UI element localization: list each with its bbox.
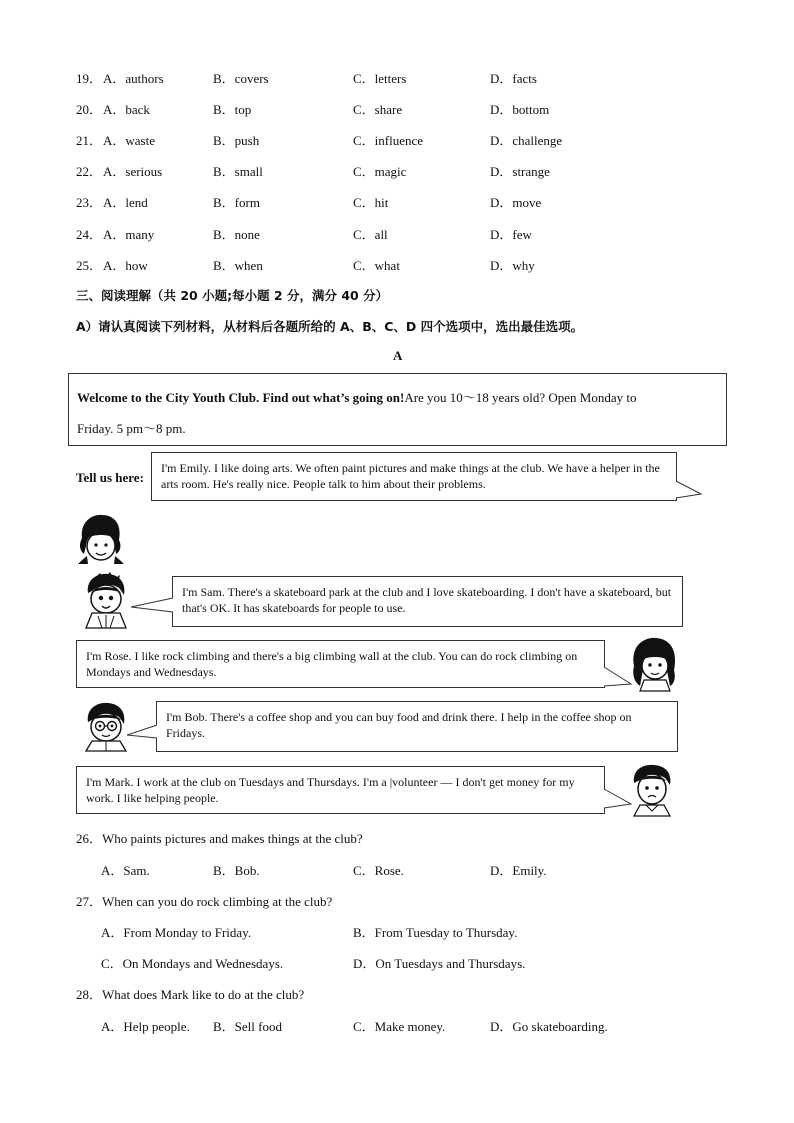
option-a[interactable]: A．lend bbox=[103, 195, 148, 210]
question-number: 19． bbox=[76, 71, 103, 86]
question-number: 23． bbox=[76, 195, 103, 210]
option-row bbox=[76, 99, 716, 117]
q27-option-d[interactable]: D．On Tuesdays and Thursdays. bbox=[353, 956, 526, 971]
option-d[interactable]: D．strange bbox=[490, 164, 550, 179]
question-number: 22． bbox=[76, 164, 103, 179]
question-28-stem: 28．What does Mark like to do at the club? bbox=[76, 987, 305, 1002]
option-b[interactable]: B．covers bbox=[213, 71, 269, 86]
question-number: 21． bbox=[76, 133, 103, 148]
q28-option-d[interactable]: D．Go skateboarding. bbox=[490, 1019, 608, 1034]
option-b[interactable]: B．when bbox=[213, 258, 263, 273]
option-a[interactable]: A．waste bbox=[103, 133, 155, 148]
intro-box bbox=[68, 373, 727, 446]
question-27-stem: 27．When can you do rock climbing at the club? bbox=[76, 894, 333, 909]
bubble-tail bbox=[130, 596, 174, 616]
sam-avatar bbox=[80, 571, 132, 629]
q28-option-b[interactable]: B．Sell food bbox=[213, 1019, 282, 1034]
question-26-stem: 26．Who paints pictures and makes things at the club? bbox=[76, 831, 363, 846]
rose-speech-bubble: I'm Rose. I like rock climbing and there's a big climbing wall at the club. You can do rock climbing on Mondays and Wednesdays. bbox=[76, 640, 605, 688]
q26-option-c[interactable]: C．Rose. bbox=[353, 863, 404, 878]
q27-option-b[interactable]: B．From Tuesday to Thursday. bbox=[353, 925, 518, 940]
option-c[interactable]: C．hit bbox=[353, 195, 389, 210]
intro-heading: Welcome to the City Youth Club. Find out what’s going on! bbox=[77, 390, 405, 405]
option-row bbox=[76, 68, 716, 86]
intro-line-2: Friday. 5 pm～8 pm. bbox=[77, 421, 186, 436]
option-b[interactable]: B．none bbox=[213, 227, 260, 242]
option-c[interactable]: C．influence bbox=[353, 133, 424, 148]
option-a[interactable]: A．back bbox=[103, 102, 150, 117]
option-c[interactable]: C．share bbox=[353, 102, 403, 117]
option-row bbox=[76, 224, 716, 242]
intro-text: Are you 10～18 years old? Open Monday to bbox=[404, 390, 637, 405]
option-row bbox=[76, 130, 716, 148]
option-d[interactable]: D．few bbox=[490, 227, 532, 242]
option-row bbox=[76, 192, 716, 210]
bob-avatar bbox=[80, 700, 132, 752]
option-b[interactable]: B．form bbox=[213, 195, 260, 210]
section-title: 三、阅读理解（共 20 小题;每小题 2 分，满分 40 分） bbox=[76, 288, 389, 303]
option-d[interactable]: D．why bbox=[490, 258, 535, 273]
emily-speech-bubble: I'm Emily. I like doing arts. We often paint pictures and make things at the club. We have a helper in the arts room. He's really nice. People talk to him about their problems. bbox=[151, 452, 677, 501]
option-d[interactable]: D．move bbox=[490, 195, 542, 210]
option-a[interactable]: A．serious bbox=[103, 164, 163, 179]
sam-speech-bubble: I'm Sam. There's a skateboard park at the club and I love skateboarding. I don't have a skateboard, but that's OK. It has skateboards for people to use. bbox=[172, 576, 683, 627]
bubble-tail bbox=[675, 478, 703, 500]
instruction: A）请认真阅读下列材料，从材料后各题所给的 A、B、C、D 四个选项中，选出最佳选项。 bbox=[76, 319, 584, 334]
question-number: 24． bbox=[76, 227, 103, 242]
passage-label: A bbox=[393, 348, 403, 363]
bubble-tail bbox=[126, 722, 158, 742]
option-row bbox=[76, 255, 716, 273]
option-d[interactable]: D．facts bbox=[490, 71, 537, 86]
question-number: 25． bbox=[76, 258, 103, 273]
tell-us-label: Tell us here: bbox=[76, 470, 144, 485]
emily-avatar bbox=[74, 512, 126, 564]
q28-option-c[interactable]: C．Make money. bbox=[353, 1019, 446, 1034]
option-d[interactable]: D．challenge bbox=[490, 133, 563, 148]
question-number: 20． bbox=[76, 102, 103, 117]
option-b[interactable]: B．small bbox=[213, 164, 263, 179]
q27-option-a[interactable]: A．From Monday to Friday. bbox=[101, 925, 252, 940]
q28-option-a[interactable]: A．Help people. bbox=[101, 1019, 190, 1034]
option-b[interactable]: B．push bbox=[213, 133, 260, 148]
intro-line-1 bbox=[77, 387, 636, 406]
option-c[interactable]: C．letters bbox=[353, 71, 407, 86]
option-row bbox=[76, 161, 716, 179]
q27-option-c[interactable]: C．On Mondays and Wednesdays. bbox=[101, 956, 284, 971]
q26-option-b[interactable]: B．Bob. bbox=[213, 863, 260, 878]
option-a[interactable]: A．how bbox=[103, 258, 148, 273]
bob-speech-bubble: I'm Bob. There's a coffee shop and you can buy food and drink there. I help in the coffee shop on Fridays. bbox=[156, 701, 678, 752]
q26-option-d[interactable]: D．Emily. bbox=[490, 863, 547, 878]
option-c[interactable]: C．all bbox=[353, 227, 388, 242]
option-a[interactable]: A．authors bbox=[103, 71, 164, 86]
option-c[interactable]: C．magic bbox=[353, 164, 407, 179]
mark-speech-bubble: I'm Mark. I work at the club on Tuesdays and Thursdays. I'm a |volunteer — I don't get money for my work. I like helping people. bbox=[76, 766, 605, 814]
option-c[interactable]: C．what bbox=[353, 258, 400, 273]
mark-avatar bbox=[626, 763, 678, 817]
option-b[interactable]: B．top bbox=[213, 102, 252, 117]
q26-option-a[interactable]: A．Sam. bbox=[101, 863, 150, 878]
option-d[interactable]: D．bottom bbox=[490, 102, 550, 117]
option-a[interactable]: A．many bbox=[103, 227, 155, 242]
rose-avatar bbox=[628, 636, 680, 692]
